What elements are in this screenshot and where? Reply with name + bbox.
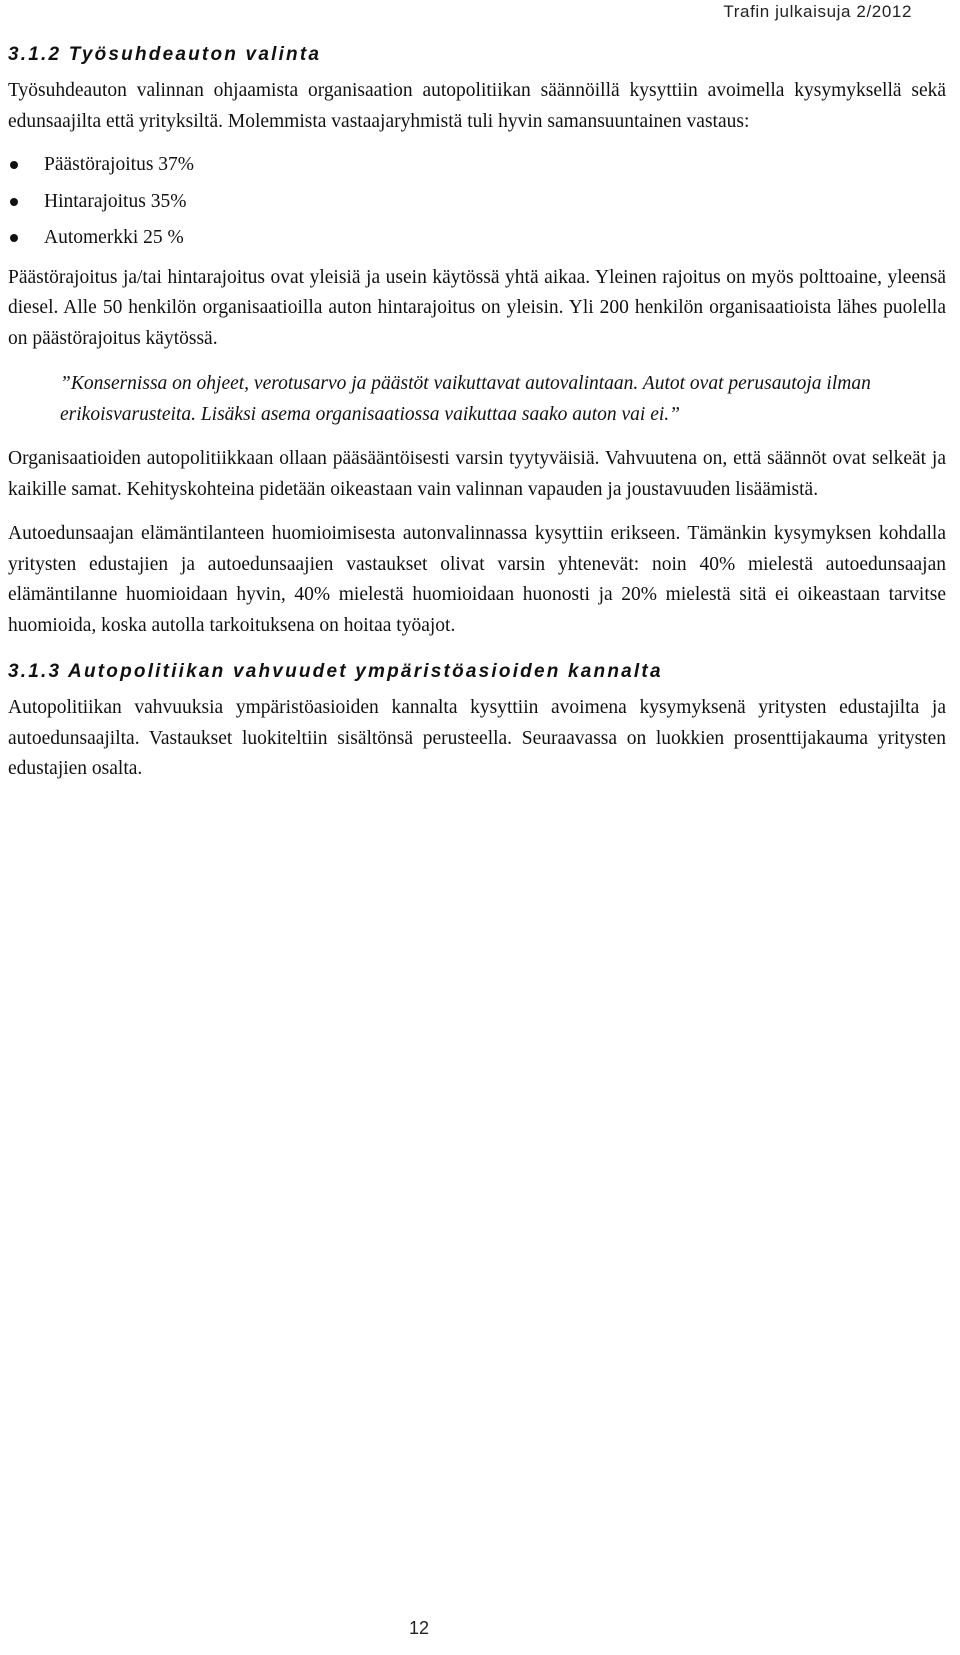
section-heading-3-1-2: 3.1.2 Työsuhdeauton valinta xyxy=(8,44,322,65)
restrictions-paragraph: Päästörajoitus ja/tai hintarajoitus ovat yleisiä ja usein käytössä yhtä aikaa. Yleinen rajoitus on myös polttoaine, yleensä diesel. Alle 50 henkilön organisaatioilla auton hintarajoitus on yleisin. Yli 200 henkilön organisaatioista lähes puolella on päästörajoitus käytössä. xyxy=(8,266,946,349)
running-header: Trafin julkaisuja 2/2012 xyxy=(723,2,912,21)
restriction-list xyxy=(8,147,946,257)
list-item-text: Päästörajoitus 37% xyxy=(44,154,195,175)
list-item xyxy=(8,220,946,257)
bullet-icon xyxy=(10,234,18,242)
strengths-paragraph: Autopolitiikan vahvuuksia ympäristöasioiden kannalta kysyttiin avoimena kysymyksenä yritysten edustajilta ja autoedunsaajilta. Vastaukset luokiteltiin sisältönsä perusteella. Seuraavassa on luokkien prosenttijakauma yritysten edustajien osalta. xyxy=(8,697,946,779)
list-item-text: Automerkki 25 % xyxy=(44,227,184,248)
page-number: 12 xyxy=(408,1618,430,1638)
life-situation-paragraph: Autoedunsaajan elämäntilanteen huomioimisesta autonvalinnassa kysyttiin erikseen. Tämänkin kysymyksen kohdalla yritysten edustajien ja autoedunsaajien vastaukset olivat varsin yhtenevät: noin 40% mielestä autoedunsaajan elämäntilanne huomioidaan hyvin, 40% mielestä huomioidaan huonosti ja 20% mielestä sitä ei oikeastaan tarvitse huomioida, koska autolla tarkoituksena on hoitaa työajot. xyxy=(8,523,946,636)
list-item-text: Hintarajoitus 35% xyxy=(44,190,187,212)
bullet-icon xyxy=(10,161,18,169)
intro-paragraph: Työsuhdeauton valinnan ohjaamista organisaation autopolitiikan säännöillä kysyttiin avoimella kysymyksellä sekä edunsaajilta että yrityksiltä. Molemmista vastaajaryhmistä tuli hyvin samansuuntainen vastaus: xyxy=(8,80,946,132)
satisfaction-paragraph: Organisaatioiden autopolitiikkaan ollaan pääsääntöisesti varsin tyytyväisiä. Vahvuutena on, että säännöt ovat selkeät ja kaikille samat. Kehityskohteina pidetään oikeastaan vain valinnan vapauden ja joustavuuden lisäämistä. xyxy=(8,448,946,500)
section-heading-3-1-3: 3.1.3 Autopolitiikan vahvuudet ympäristöasioiden kannalta xyxy=(8,661,663,682)
list-item xyxy=(8,147,946,184)
page-content xyxy=(8,44,946,785)
list-item xyxy=(8,184,946,221)
bullet-icon xyxy=(10,198,18,206)
interview-quote: ”Konsernissa on ohjeet, verotusarvo ja päästöt vaikuttavat autovalintaan. Autot ovat perusautoja ilman erikoisvarusteita. Lisäksi asema organisaatiossa vaikuttaa saako auton vai ei.” xyxy=(60,373,871,425)
